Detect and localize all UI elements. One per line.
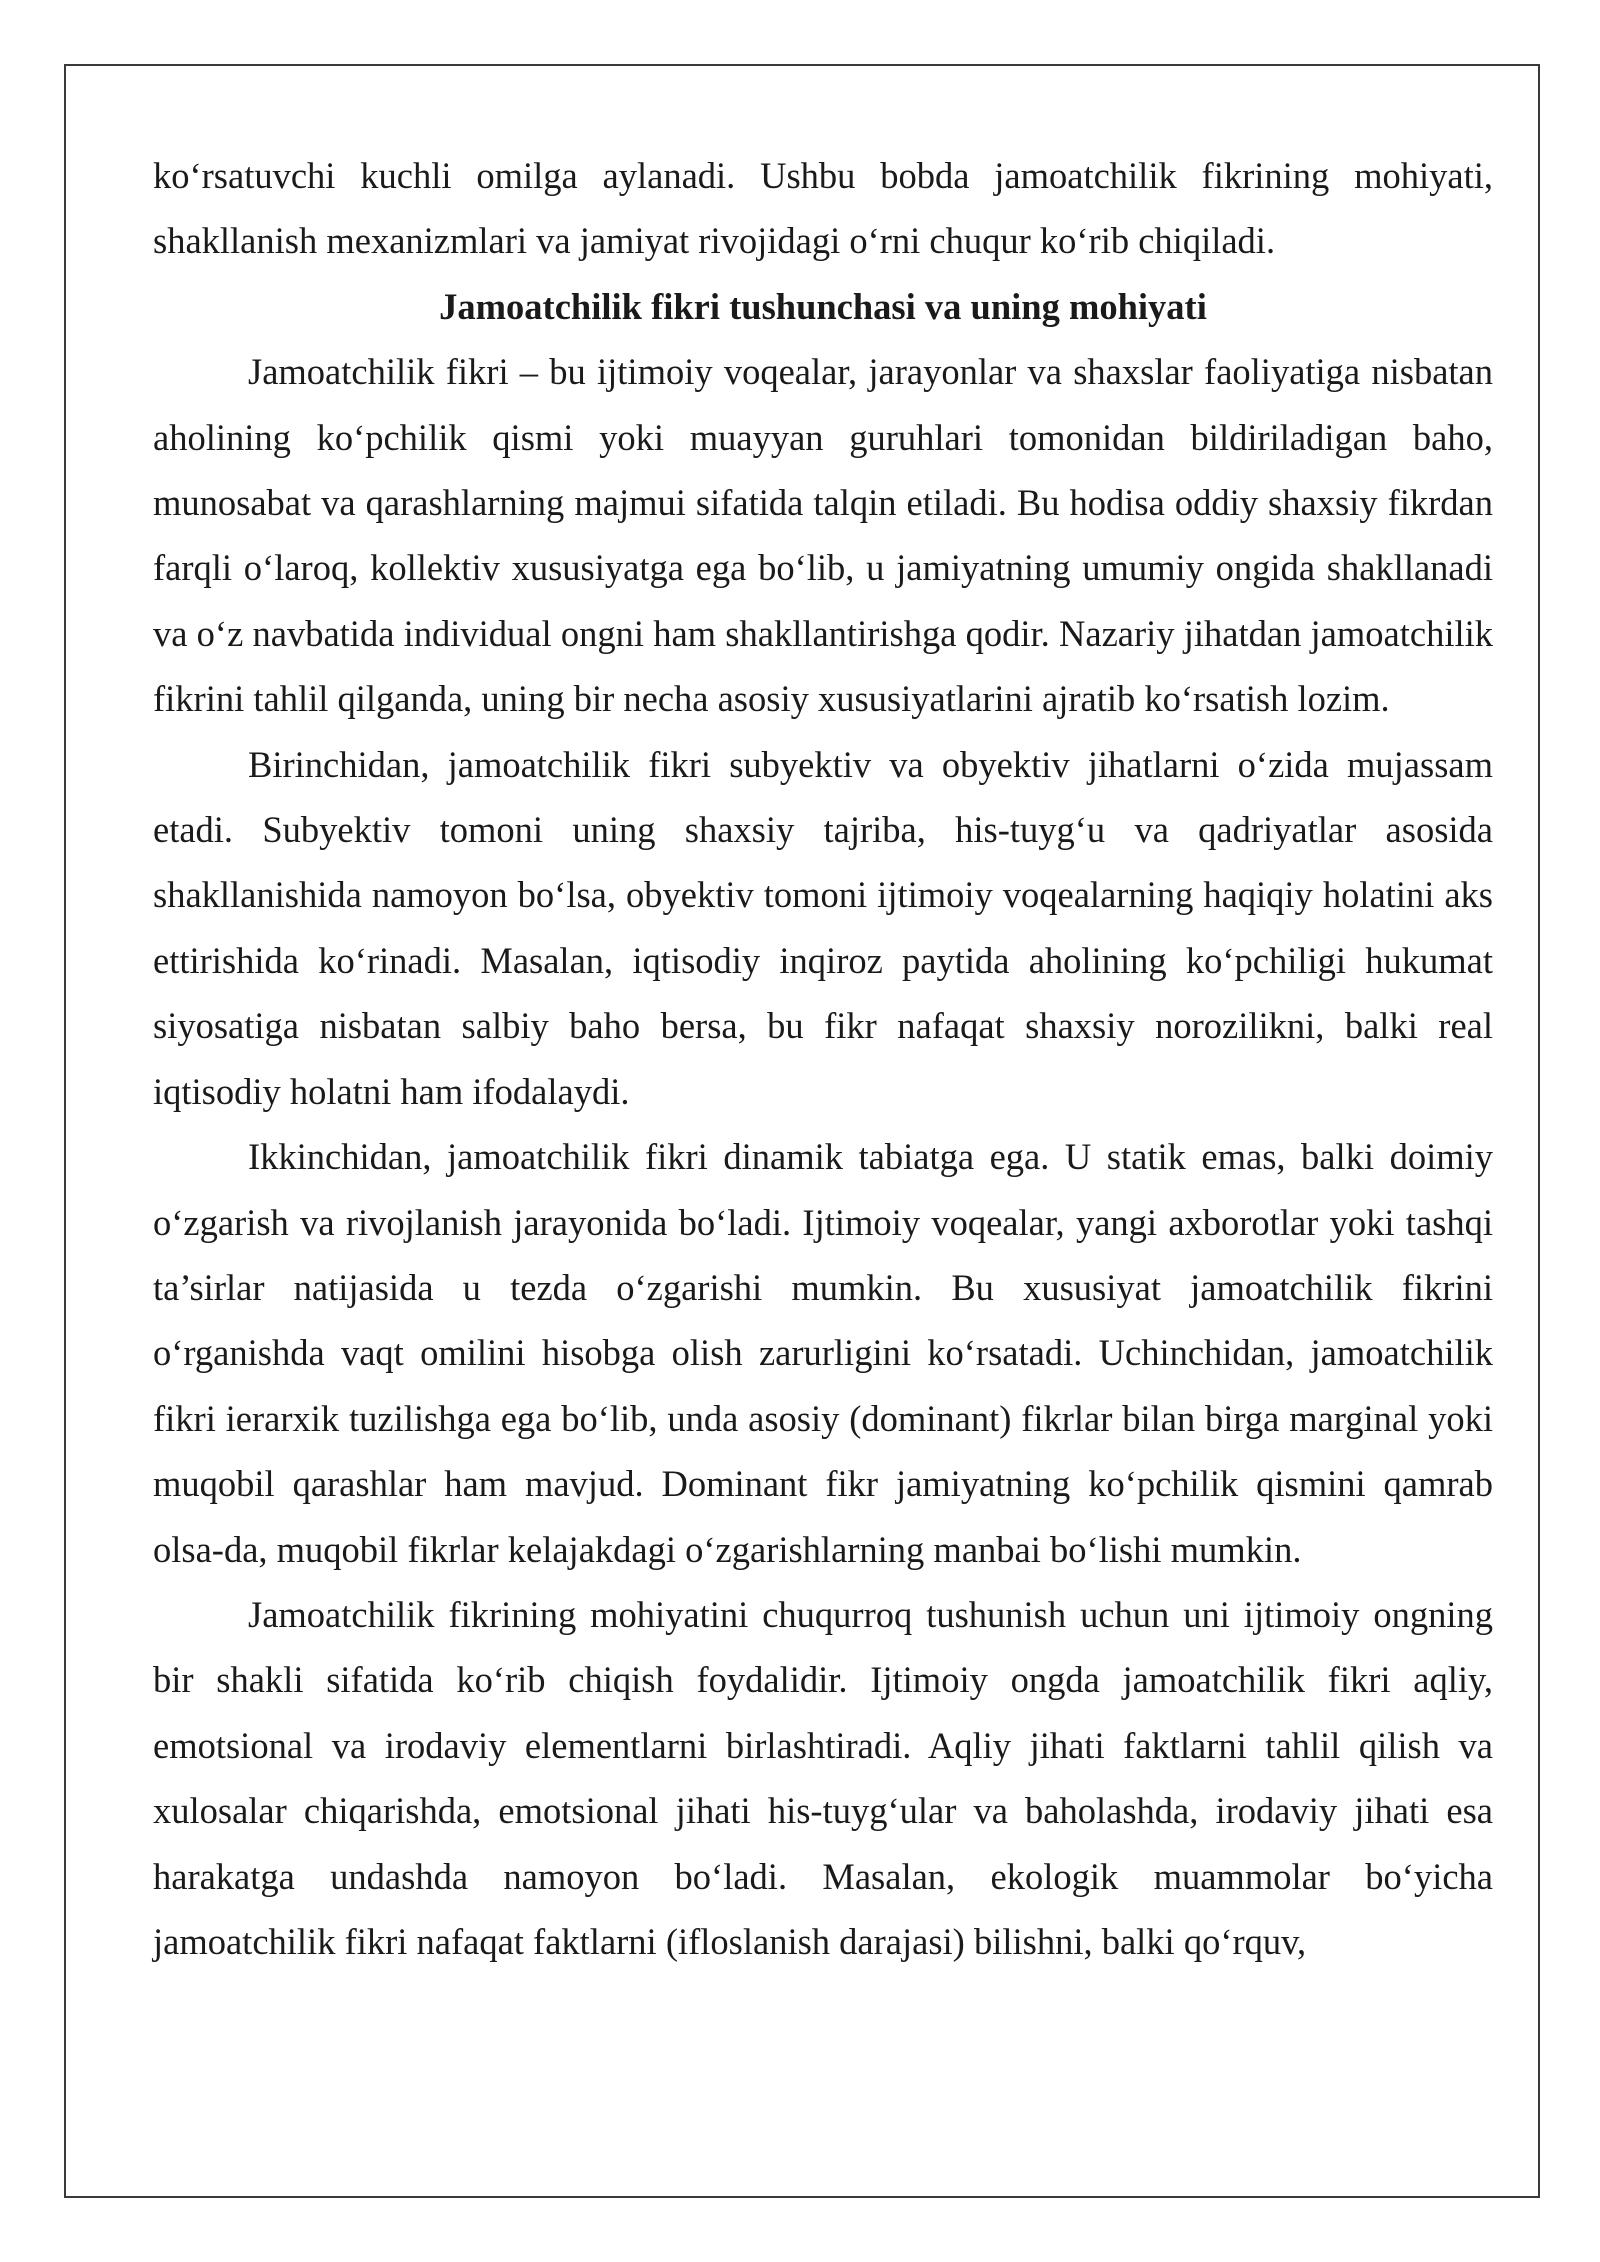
- paragraph-definition: Jamoatchilik fikri – bu ijtimoiy voqealar, jarayonlar va shaxslar faoliyatiga nisbatan aholining ko‘pchilik qismi yoki muayyan guruhlari tomonidan bildiriladigan baho, munosabat va qarashlarning majmui sifatida talqin etiladi. Bu hodisa oddiy shaxsiy fikrdan farqli o‘laroq, kollektiv xususiyatga ega bo‘lib, u jamiyatning umumiy ongida shakllanadi va o‘z navbatida individual ongni ham shakllantirishga qodir. Nazariy jihatdan jamoatchilik fikrini tahlil qilganda, uning bir necha asosiy xususiyatlarini ajratib ko‘rsatish lozim.: [153, 351, 1493, 720]
- paragraph-second-third-feature: Ikkinchidan, jamoatchilik fikri dinamik tabiatga ega. U statik emas, balki doimiy o‘zgarish va rivojlanish jarayonida bo‘ladi. Ijtimoiy voqealar, yangi axborotlar yoki tashqi ta’sirlar natijasida u tezda o‘zgarishi mumkin. Bu xususiyat jamoatchilik fikrini o‘rganishda vaqt omilini hisobga olish zarurligini ko‘rsatadi. Uchinchidan, jamoatchilik fikri ierarxik tuzilishga ega bo‘lib, unda asosiy (dominant) fikrlar bilan birga marginal yoki muqobil qarashlar ham mavjud. Dominant fikr jamiyatning ko‘pchilik qismini qamrab olsa-da, muqobil fikrlar kelajakdagi o‘zgarishlarning manbai bo‘lishi mumkin.: [153, 1136, 1493, 1570]
- paragraph-social-consciousness: Jamoatchilik fikrining mohiyatini chuqurroq tushunish uchun uni ijtimoiy ongning bir shakli sifatida ko‘rib chiqish foydalidir. Ijtimoiy ongda jamoatchilik fikri aqliy, emotsional va irodaviy elementlarni birlashtiradi. Aqliy jihati faktlarni tahlil qilish va xulosalar chiqarishda, emotsional jihati his-tuyg‘ular va baholashda, irodaviy jihati esa harakatga undashda namoyon bo‘ladi. Masalan, ekologik muammolar bo‘yicha jamoatchilik fikri nafaqat faktlarni (ifloslanish darajasi) bilishni, balki qo‘rquv,: [153, 1593, 1493, 1962]
- section-heading: Jamoatchilik fikri tushunchasi va uning mohiyati: [439, 285, 1207, 327]
- paragraph-first-feature: Birinchidan, jamoatchilik fikri subyektiv va obyektiv jihatlarni o‘zida mujassam etadi. Subyektiv tomoni uning shaxsiy tajriba, his-tuyg‘u va qadriyatlar asosida shakllanishida namoyon bo‘lsa, obyektiv tomoni ijtimoiy voqealarning haqiqiy holatini aks ettirishida ko‘rinadi. Masalan, iqtisodiy inqiroz paytida aholining ko‘pchiligi hukumat siyosatiga nisbatan salbiy baho bersa, bu fikr nafaqat shaxsiy norozilikni, balki real iqtisodiy holatni ham ifodalaydi.: [153, 743, 1493, 1112]
- paragraph-continuation: ko‘rsatuvchi kuchli omilga aylanadi. Ushbu bobda jamoatchilik fikrining mohiyati, shakllanish mexanizmlari va jamiyat rivojidagi o‘rni chuqur ko‘rib chiqiladi.: [153, 155, 1493, 262]
- document-body: [153, 143, 1493, 1974]
